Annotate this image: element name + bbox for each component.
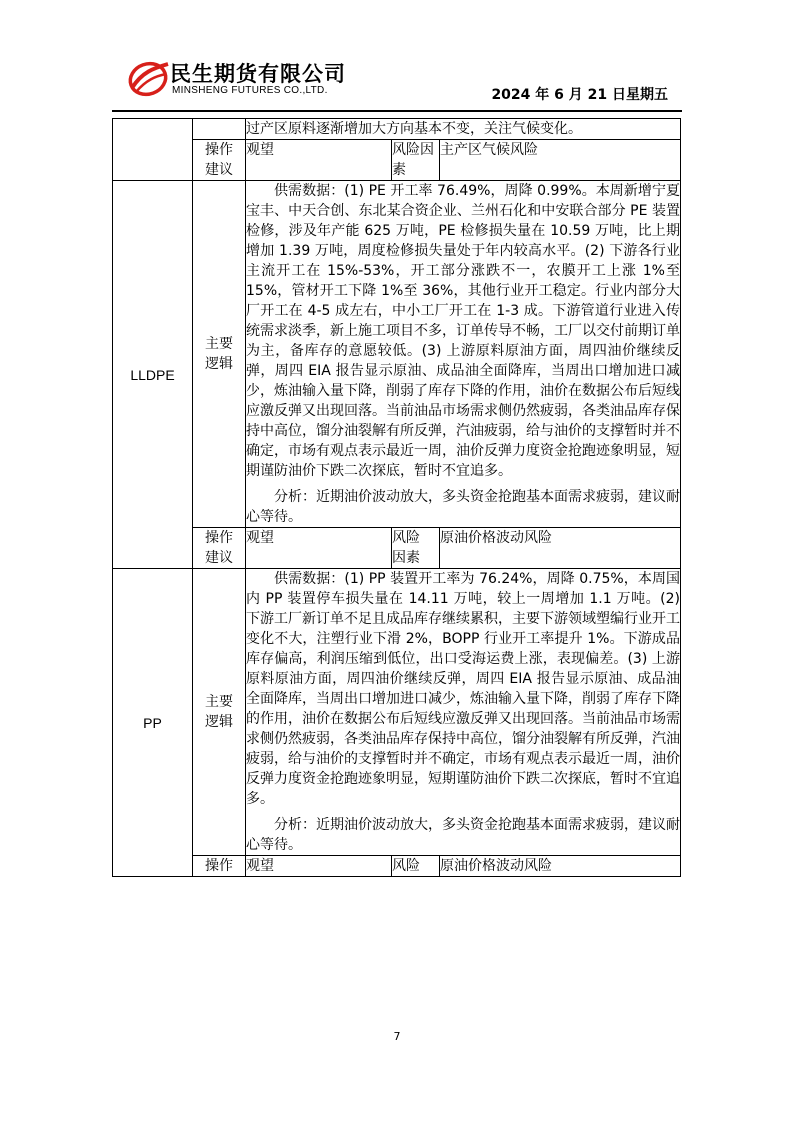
table-row	[113, 140, 681, 181]
action-value: 观望	[246, 528, 392, 569]
action-label: 操作	[193, 856, 246, 877]
product-lldpe: LLDPE	[113, 181, 193, 569]
risk-value: 主产区气候风险	[440, 140, 681, 181]
page-header	[0, 0, 794, 110]
lldpe-analysis: 分析：近期油价波动放大，多头资金抢跑基本面需求疲弱，建议耐心等待。	[246, 489, 681, 525]
action-value: 观望	[246, 140, 392, 181]
analysis-table	[112, 118, 681, 877]
table-row	[113, 119, 681, 140]
table-row	[113, 569, 681, 856]
action-value: 观望	[246, 856, 392, 877]
table-row	[113, 528, 681, 569]
risk-label: 风险因素	[392, 528, 440, 569]
product-pp: PP	[113, 569, 193, 877]
minsheng-logo-icon	[126, 58, 170, 98]
risk-value: 原油价格波动风险	[440, 528, 681, 569]
table-row	[113, 181, 681, 528]
lldpe-supply-demand: 供需数据：(1) PE 开工率 76.49%，周降 0.99%。本周新增宁夏宝丰、中天合创、东北某合资企业、兰州石化和中安联合部分 PE 装置检修，涉及年产能 625 万吨，PE 检修损失量在 10.59 万吨，比上期增加 1.39 万吨，周度检修损失量处于年内较高水平。(2) 下游各行业主流开工在 15%-53%，开工部分涨跌不一，农膜开工上涨 1%至 15%，管材开工下降 1%至 36%，其他行业开工稳定。行业内部分大厂开工在 4-5 成左右，中小工厂开工在 1-3 成。下游管道行业进入传统需求淡季，新上施工项目不多，订单传导不畅，工厂以交付前期订单为主，备库存的意愿较低。(3) 上游原料原油方面，周四油价继续反弹，周四 EIA 报告显示原油、成品油全面降库，当周出口增加进口减少，炼油输入量下降，削弱了库存下降的作用，油价在数据公布后短线应激反弹又出现回落。当前油品市场需求侧仍然疲弱，各类油品库存保持中高位，馏分油裂解有所反弹，汽油疲弱，给与油价的支撑暂时并不确定，市场有观点表示最近一周，油价反弹力度资金抢跑迹象明显，短期谨防油价下跌二次探底，暂时不宜追多。	[246, 183, 681, 479]
label-cell-prev	[193, 119, 246, 140]
lldpe-logic-text	[246, 181, 681, 528]
company-name-cn: 民生期货有限公司	[170, 62, 346, 86]
action-label: 操作建议	[193, 140, 246, 181]
pp-logic-text	[246, 569, 681, 856]
action-label: 操作建议	[193, 528, 246, 569]
product-cell-prev	[113, 119, 193, 181]
logic-label: 主要逻辑	[193, 181, 246, 528]
risk-value: 原油价格波动风险	[440, 856, 681, 877]
company-logo	[126, 58, 366, 102]
risk-label: 风险因素	[392, 140, 440, 181]
pp-analysis: 分析：近期油价波动放大，多头资金抢跑基本面需求疲弱，建议耐心等待。	[246, 817, 681, 853]
header-rule	[112, 110, 682, 112]
risk-label: 风险	[392, 856, 440, 877]
report-date: 2024 年 6 月 21 日星期五	[491, 87, 668, 103]
page-number: 7	[393, 1030, 401, 1043]
logic-label: 主要逻辑	[193, 569, 246, 856]
company-name-en: MINSHENG FUTURES CO.,LTD.	[172, 85, 328, 96]
pp-supply-demand: 供需数据：(1) PP 装置开工率为 76.24%，周降 0.75%，本周国内 PP 装置停车损失量在 14.11 万吨，较上一周增加 1.1 万吨。(2) 下游工厂新订单不足且成品库存继续累积，主要下游领域塑编行业开工变化不大，注塑行业下滑 2%，BOPP 行业开工率提升 1%。下游成品库存偏高，利润压缩到低位，出口受海运费上涨，表现偏差。(3) 上游原料原油方面，周四油价继续反弹，周四 EIA 报告显示原油、成品油全面降库，当周出口增加进口减少，炼油输入量下降，削弱了库存下降的作用，油价在数据公布后短线应激反弹又出现回落。当前油品市场需求侧仍然疲弱，各类油品库存保持中高位，馏分油裂解有所反弹，汽油疲弱，给与油价的支撑暂时并不确定，市场有观点表示最近一周，油价反弹力度资金抢跑迹象明显，短期谨防油价下跌二次探底，暂时不宜追多。	[246, 571, 681, 807]
table-row	[113, 856, 681, 877]
continued-text: 过产区原料逐渐增加大方向基本不变，关注气候变化。	[246, 119, 681, 140]
